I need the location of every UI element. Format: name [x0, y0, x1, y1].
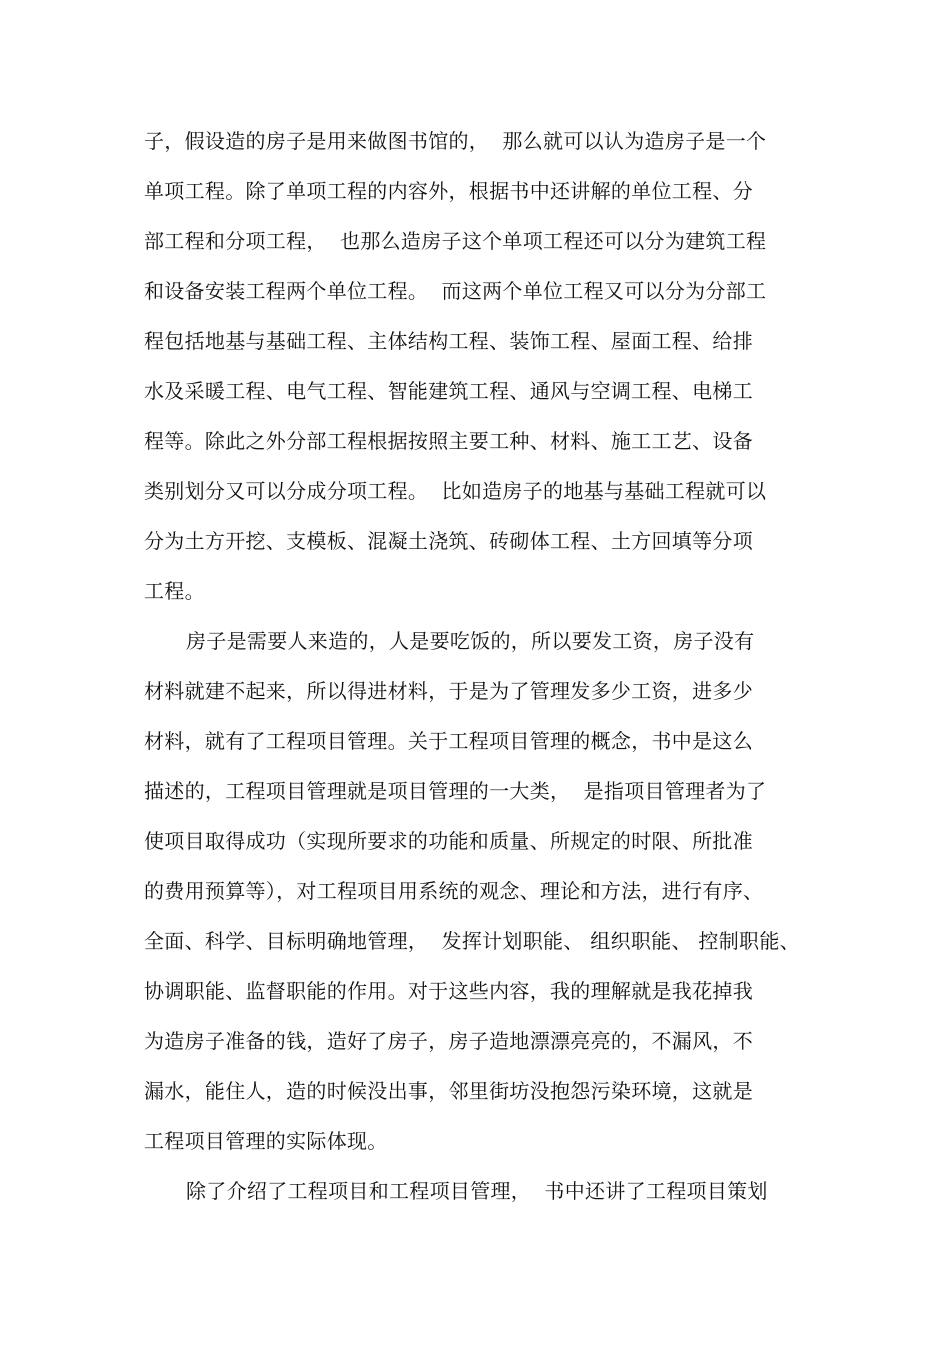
- text-line: 漏水，能住人，造的时候没出事，邻里街坊没抱怨污染环境，这就是: [144, 1079, 753, 1103]
- text-line: 材料，就有了工程项目管理。关于工程项目管理的概念，书中是这么: [144, 729, 753, 753]
- text-line: 单项工程。除了单项工程的内容外，根据书中还讲解的单位工程、分: [144, 179, 753, 203]
- paragraph-first-line: 除了介绍了工程项目和工程项目管理， 书中还讲了工程项目策划: [186, 1179, 768, 1203]
- text-line: 材料就建不起来，所以得进材料，于是为了管理发多少工资，进多少: [144, 679, 753, 703]
- text-line: 为造房子准备的钱，造好了房子，房子造地漂漂亮亮的，不漏风，不: [144, 1029, 753, 1053]
- text-line: 全面、科学、目标明确地管理， 发挥计划职能、 组织职能、 控制职能、: [144, 929, 800, 953]
- paragraph-first-line: 房子是需要人来造的，人是要吃饭的，所以要发工资，房子没有: [186, 629, 755, 653]
- text-line: 程等。除此之外分部工程根据按照主要工种、材料、施工工艺、设备: [144, 429, 753, 453]
- text-line: 程包括地基与基础工程、主体结构工程、装饰工程、屋面工程、给排: [144, 329, 753, 353]
- text-line: 和设备安装工程两个单位工程。 而这两个单位工程又可以分为分部工: [144, 279, 767, 303]
- text-line: 部工程和分项工程， 也那么造房子这个单项工程还可以分为建筑工程: [144, 229, 767, 253]
- text-line: 使项目取得成功（实现所要求的功能和质量、所规定的时限、所批准: [144, 829, 753, 853]
- text-line: 类别划分又可以分成分项工程。 比如造房子的地基与基础工程就可以: [144, 479, 767, 503]
- text-line: 分为土方开挖、支模板、混凝土浇筑、砖砌体工程、土方回填等分项: [144, 529, 753, 553]
- text-line: 水及采暖工程、电气工程、智能建筑工程、通风与空调工程、电梯工: [144, 379, 753, 403]
- text-line: 工程项目管理的实际体现。: [144, 1129, 388, 1153]
- text-line: 工程。: [144, 579, 205, 603]
- text-line: 描述的，工程项目管理就是项目管理的一大类， 是指项目管理者为了: [144, 779, 767, 803]
- text-line: 协调职能、监督职能的作用。对于这些内容，我的理解就是我花掉我: [144, 979, 753, 1003]
- text-line: 的费用预算等），对工程项目用系统的观念、理论和方法，进行有序、: [144, 879, 764, 903]
- text-line: 子，假设造的房子是用来做图书馆的， 那么就可以认为造房子是一个: [144, 129, 767, 153]
